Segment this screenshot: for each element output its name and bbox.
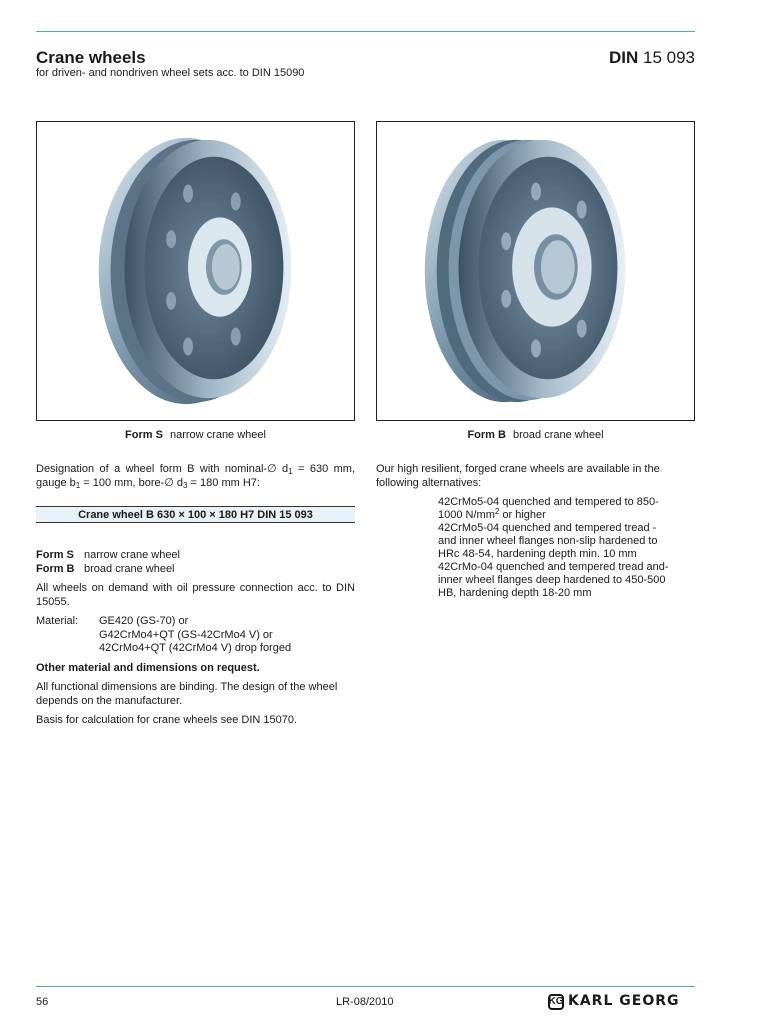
header-rule [36, 31, 695, 32]
alternatives-intro: Our high resilient, forged crane wheels are available in the following alternatives: [376, 463, 660, 489]
alternatives-list: 42CrMo5-04 quenched and tempered to 850- 1000 $N/mm^2$ or higher 42CrMo5-04 quenched and tempered tread - and inner wheel flanges non-slip hardened to HRc 48-54, hardening depth min. 10 mm 42CrMo-04 quenched and tempered tread and- inner wheel flanges deep hardened to 450-500 HB, hardening depth 18-20 mm [438, 496, 669, 599]
list-item: Form B broad crane wheel [36, 562, 175, 575]
designation-intro: Designation of a wheel form B with nominal-∅ $d_1 = 630$ mm, gauge $b_1 = 100$ mm, bore-∅ $d_3 = 180$ mm H7: [36, 463, 356, 490]
page-subtitle: for driven- and nondriven wheel sets acc. to DIN 15090 [36, 67, 305, 79]
designation-example: Crane wheel B 630 × 100 × 180 H7 DIN 15 093 [36, 506, 355, 523]
caption-form-b-text: broad crane wheel [513, 429, 604, 441]
calculation-basis-note: Basis for calculation for crane wheels see DIN 15070. [36, 714, 298, 726]
page-number: 56 [36, 996, 49, 1008]
brand-name: KARL GEORG [568, 993, 680, 1010]
caption-form-s-label: Form S [125, 429, 163, 441]
right-column [376, 463, 695, 600]
list-item: G42CrMo4+QT (GS-42CrMo4 V) or [99, 628, 273, 641]
din-value: 15 093 [643, 48, 695, 67]
document-code: LR-08/2010 [336, 996, 394, 1008]
oil-pressure-note: All wheels on demand with oil pressure connection acc. to DIN 15055. [36, 582, 355, 608]
functional-dimensions-note: All functional dimensions are binding. The design of the wheel depends on the manufacturer. [36, 681, 338, 707]
brand-mark-icon: KG [548, 994, 564, 1010]
list-item: GE420 (GS-70) or [99, 615, 189, 627]
din-number [609, 48, 695, 68]
list-item: Form S narrow crane wheel [36, 549, 180, 561]
caption-form-s [36, 429, 355, 443]
material-label: Material: [36, 615, 79, 627]
page-title: Crane wheels [36, 48, 146, 67]
left-column [36, 463, 355, 734]
other-material-note: Other material and dimensions on request. [36, 661, 260, 674]
forms-list [36, 549, 355, 576]
narrow-crane-wheel-image [37, 122, 354, 420]
caption-form-s-text: narrow crane wheel [169, 429, 266, 441]
footer-rule [36, 986, 695, 987]
din-prefix: DIN [608, 48, 639, 67]
brand-logo [548, 994, 680, 1010]
broad-crane-wheel-image [377, 122, 694, 420]
caption-form-b [376, 429, 695, 443]
list-item: 42CrMo4+QT (42CrMo4 V) drop forged [99, 642, 292, 654]
photo-narrow-crane-wheel [36, 121, 355, 421]
caption-form-b-label: Form B [467, 429, 506, 441]
material-block [36, 615, 355, 656]
photo-broad-crane-wheel [376, 121, 695, 421]
material-list [99, 615, 291, 656]
